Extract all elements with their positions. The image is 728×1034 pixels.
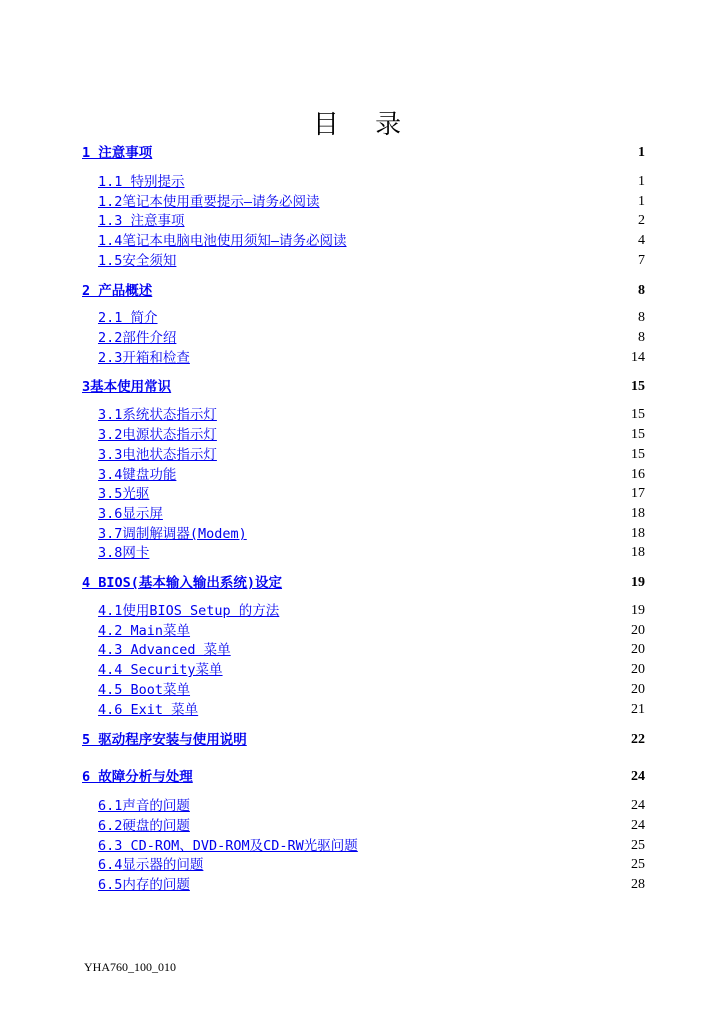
toc-section-row (98, 465, 645, 485)
toc-section-row (98, 211, 645, 231)
toc-page-number: 1 (638, 145, 645, 160)
toc-entry-link[interactable]: 4.1使用BIOS Setup 的方法 (98, 603, 280, 619)
toc-entry-link[interactable]: 5 驱动程序安装与使用说明 (82, 732, 247, 748)
toc-section-row (98, 660, 645, 680)
document-code-footer: YHA760_100_010 (84, 960, 176, 974)
toc-chapter-row (82, 767, 645, 787)
toc-entry-link[interactable]: 4 BIOS(基本输入输出系统)设定 (82, 575, 283, 591)
toc-section-row (98, 405, 645, 425)
toc-section-row (98, 484, 645, 504)
toc-page-number: 18 (631, 506, 645, 521)
toc-section-row (98, 796, 645, 816)
toc-chapter-row (82, 730, 645, 750)
toc-entry-link[interactable]: 1.3 注意事项 (98, 213, 185, 229)
toc-section-row (98, 875, 645, 895)
toc-section-row (98, 172, 645, 192)
toc-entry-link[interactable]: 1.4笔记本电脑电池使用须知—请务必阅读 (98, 233, 347, 249)
toc-entry-link[interactable]: 2 产品概述 (82, 283, 153, 299)
toc-section-row (98, 504, 645, 524)
toc-page-number: 21 (631, 702, 645, 717)
toc-page-number: 1 (638, 194, 645, 209)
toc-section-row (98, 640, 645, 660)
toc-entry-link[interactable]: 4.3 Advanced 菜单 (98, 642, 231, 658)
toc-entry-link[interactable]: 4.4 Security菜单 (98, 662, 223, 678)
toc-entry-link[interactable]: 4.5 Boot菜单 (98, 682, 191, 698)
toc-entry-link[interactable]: 3.4键盘功能 (98, 467, 177, 483)
toc-section-row (98, 700, 645, 720)
toc-section-row (98, 816, 645, 836)
toc-page-number: 24 (631, 818, 645, 833)
toc-section-row (98, 601, 645, 621)
toc-entry-link[interactable]: 3.2电源状态指示灯 (98, 427, 217, 443)
toc-page-number: 15 (631, 379, 645, 394)
toc-section-row (98, 192, 645, 212)
toc-entry-link[interactable]: 3.7调制解调器(Modem) (98, 526, 247, 542)
toc-page-number: 22 (631, 732, 645, 747)
toc-entry-link[interactable]: 6.5内存的问题 (98, 877, 190, 893)
toc-page-number: 28 (631, 877, 645, 892)
page-title: 目 录 (312, 110, 416, 140)
toc-entry-link[interactable]: 3.3电池状态指示灯 (98, 447, 217, 463)
toc-section-row (98, 855, 645, 875)
toc-entry-link[interactable]: 2.2部件介绍 (98, 330, 177, 346)
toc-section-row (98, 621, 645, 641)
toc-page-number: 1 (638, 174, 645, 189)
toc-section-row (98, 680, 645, 700)
toc-page-number: 15 (631, 447, 645, 462)
toc-section-row (98, 348, 645, 368)
toc-entry-link[interactable]: 3.6显示屏 (98, 506, 163, 522)
toc-page-number: 4 (638, 233, 645, 248)
toc-entry-link[interactable]: 4.6 Exit 菜单 (98, 702, 199, 718)
toc-section-row (98, 425, 645, 445)
toc-entry-link[interactable]: 1.2笔记本使用重要提示—请务必阅读 (98, 194, 320, 210)
toc-entry-link[interactable]: 3.1系统状态指示灯 (98, 407, 217, 423)
toc-entry-link[interactable]: 2.1 简介 (98, 310, 158, 326)
toc-page-number: 20 (631, 662, 645, 677)
toc-page-number: 20 (631, 682, 645, 697)
toc-entry-link[interactable]: 3.8网卡 (98, 545, 150, 561)
toc-page-number: 18 (631, 526, 645, 541)
toc-page-number: 8 (638, 330, 645, 345)
toc-entry-link[interactable]: 1.5安全须知 (98, 253, 177, 269)
toc-page-number: 17 (631, 486, 645, 501)
toc-page-number: 24 (631, 798, 645, 813)
toc-page-number: 2 (638, 213, 645, 228)
toc-page-number: 25 (631, 857, 645, 872)
toc-entry-link[interactable]: 6.1声音的问题 (98, 798, 190, 814)
toc-page-number: 19 (631, 575, 645, 590)
toc-page-number: 18 (631, 545, 645, 560)
toc-page-number: 8 (638, 283, 645, 298)
toc-entry-link[interactable]: 2.3开箱和检查 (98, 350, 190, 366)
toc-entry-link[interactable]: 3.5光驱 (98, 486, 150, 502)
toc-section-row (98, 543, 645, 563)
toc-section-row (98, 445, 645, 465)
toc-entry-link[interactable]: 6 故障分析与处理 (82, 769, 193, 785)
toc-section-row (98, 308, 645, 328)
toc-chapter-row (82, 573, 645, 593)
toc-chapter-row (82, 143, 645, 163)
toc-section-row (98, 836, 645, 856)
toc-chapter-row (82, 377, 645, 397)
toc-entry-link[interactable]: 6.2硬盘的问题 (98, 818, 190, 834)
toc-entry-link[interactable]: 1.1 特别提示 (98, 174, 185, 190)
toc-page-number: 16 (631, 467, 645, 482)
toc-page-number: 14 (631, 350, 645, 365)
toc-chapter-row (82, 281, 645, 301)
toc-page-number: 15 (631, 407, 645, 422)
toc-page-number: 8 (638, 310, 645, 325)
toc-page-number: 15 (631, 427, 645, 442)
toc-page-number: 20 (631, 623, 645, 638)
toc-section-row (98, 231, 645, 251)
toc-section-row (98, 251, 645, 271)
toc-section-row (98, 524, 645, 544)
toc-entry-link[interactable]: 1 注意事项 (82, 145, 153, 161)
toc-page-number: 7 (638, 253, 645, 268)
toc-page-number: 19 (631, 603, 645, 618)
toc-entry-link[interactable]: 3基本使用常识 (82, 379, 172, 395)
toc-page-number: 20 (631, 642, 645, 657)
toc-entry-link[interactable]: 6.3 CD-ROM、DVD-ROM及CD-RW光驱问题 (98, 838, 358, 854)
toc-page-number: 25 (631, 838, 645, 853)
toc-entry-link[interactable]: 4.2 Main菜单 (98, 623, 191, 639)
toc-section-row (98, 328, 645, 348)
toc-page-number: 24 (631, 769, 645, 784)
toc-entry-link[interactable]: 6.4显示器的问题 (98, 857, 204, 873)
